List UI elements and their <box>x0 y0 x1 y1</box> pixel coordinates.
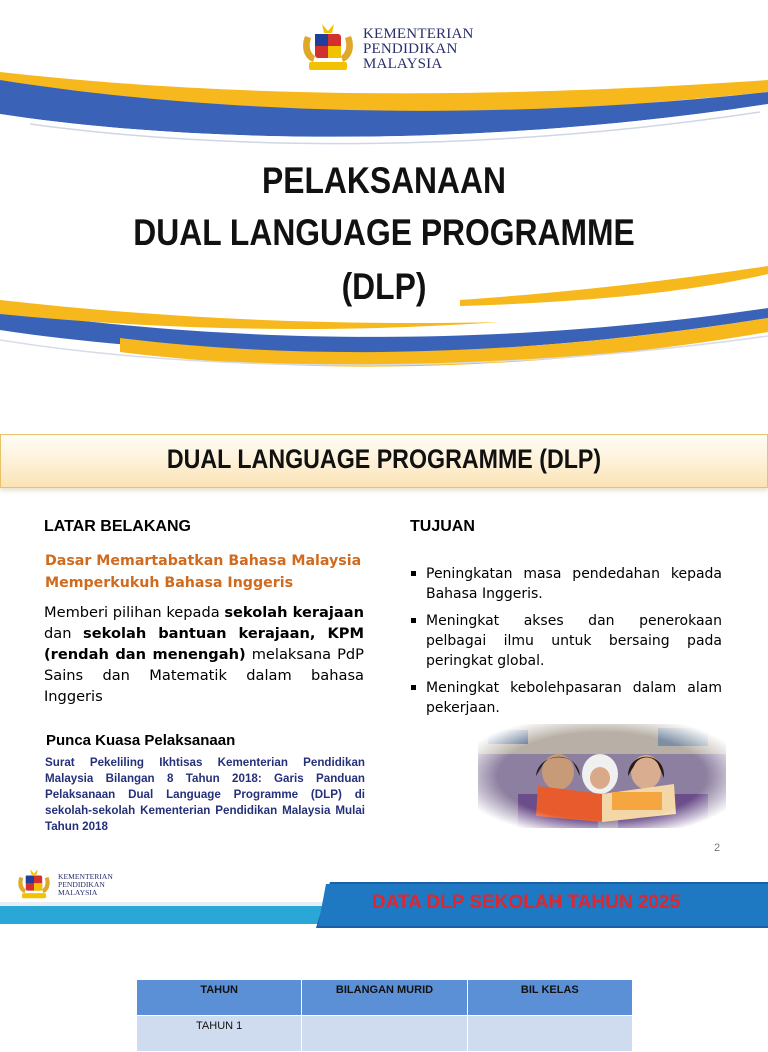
list-item: Meningkat akses dan penerokaan pelbagai ilmu untuk bersaing pada peringkat global. <box>410 611 722 671</box>
punca-kuasa-heading: Punca Kuasa Pelaksanaan <box>46 732 236 749</box>
students-reading-photo <box>478 724 726 828</box>
policy-subtitle-line1: Dasar Memartabatkan Bahasa Malaysia <box>45 553 362 569</box>
malaysia-crest-icon <box>297 22 359 76</box>
data-slide-title: DATA DLP SEKOLAH TAHUN 2025 <box>371 892 681 913</box>
slide-title-line1: PELAKSANAAN <box>262 160 506 201</box>
list-item: Meningkat kebolehpasaran dalam alam pekerjaan. <box>410 678 722 718</box>
page-number: 2 <box>714 842 721 854</box>
table-cell: TAHUN 1 <box>137 1016 302 1052</box>
banner-title: DUAL LANGUAGE PROGRAMME (DLP) <box>166 444 602 474</box>
ministry-name-line3: MALAYSIA <box>58 887 98 897</box>
policy-subtitle <box>45 550 375 594</box>
column-header: BIL KELAS <box>467 980 632 1016</box>
column-header: BILANGAN MURID <box>302 980 467 1016</box>
para-text-3: melaksana PdP Sains dan Matematik dalam bahasa Inggeris <box>44 646 364 705</box>
policy-subtitle-line2: Memperkukuh Bahasa Inggeris <box>45 575 294 591</box>
tujuan-list <box>410 564 722 725</box>
punca-kuasa-text: Surat Pekeliling Ikhtisas Kementerian Pendidikan Malaysia Bilangan 8 Tahun 2018: Garis Panduan Pelaksanaan Dual Language Programme (DLP) di sekolah-sekolah Kementerian Pendidikan Malaysia Mulai Tahun 2018 <box>45 756 365 833</box>
tujuan-heading: TUJUAN <box>410 518 475 535</box>
para-text-1: Memberi pilihan kepada <box>44 604 225 621</box>
dlp-overview-slide <box>0 410 768 860</box>
malaysia-crest-icon <box>14 868 54 902</box>
dlp-data-table <box>136 979 633 1052</box>
slide-title-line2: DUAL LANGUAGE PROGRAMME <box>133 212 635 253</box>
ministry-name-line2: PENDIDIKAN <box>363 40 458 57</box>
column-header: TAHUN <box>137 980 302 1016</box>
slide-title-line3: (DLP) <box>341 266 427 307</box>
ministry-name-line1: KEMENTERIAN <box>363 25 474 42</box>
para-bold-1: sekolah kerajaan <box>224 604 364 621</box>
dlp-data-slide <box>0 860 768 1032</box>
table-row <box>137 1016 633 1052</box>
ministry-name-line3: MALAYSIA <box>363 55 443 72</box>
background-paragraph <box>44 602 364 707</box>
table-cell <box>302 1016 467 1052</box>
ministry-name-line1: KEMENTERIAN <box>58 872 113 882</box>
ministry-name-line2: PENDIDIKAN <box>58 880 105 890</box>
list-item: Peningkatan masa pendedahan kepada Bahasa Inggeris. <box>410 564 722 604</box>
table-cell <box>467 1016 632 1052</box>
ministry-logo-small <box>14 868 113 902</box>
table-header-row <box>137 980 633 1016</box>
ministry-logo <box>297 22 474 76</box>
para-bold-2: sekolah bantuan kerajaan, KPM (rendah dan menengah) <box>44 625 364 663</box>
latar-belakang-heading: LATAR BELAKANG <box>44 518 191 535</box>
para-text-2: dan <box>44 625 84 642</box>
title-slide <box>0 0 768 410</box>
